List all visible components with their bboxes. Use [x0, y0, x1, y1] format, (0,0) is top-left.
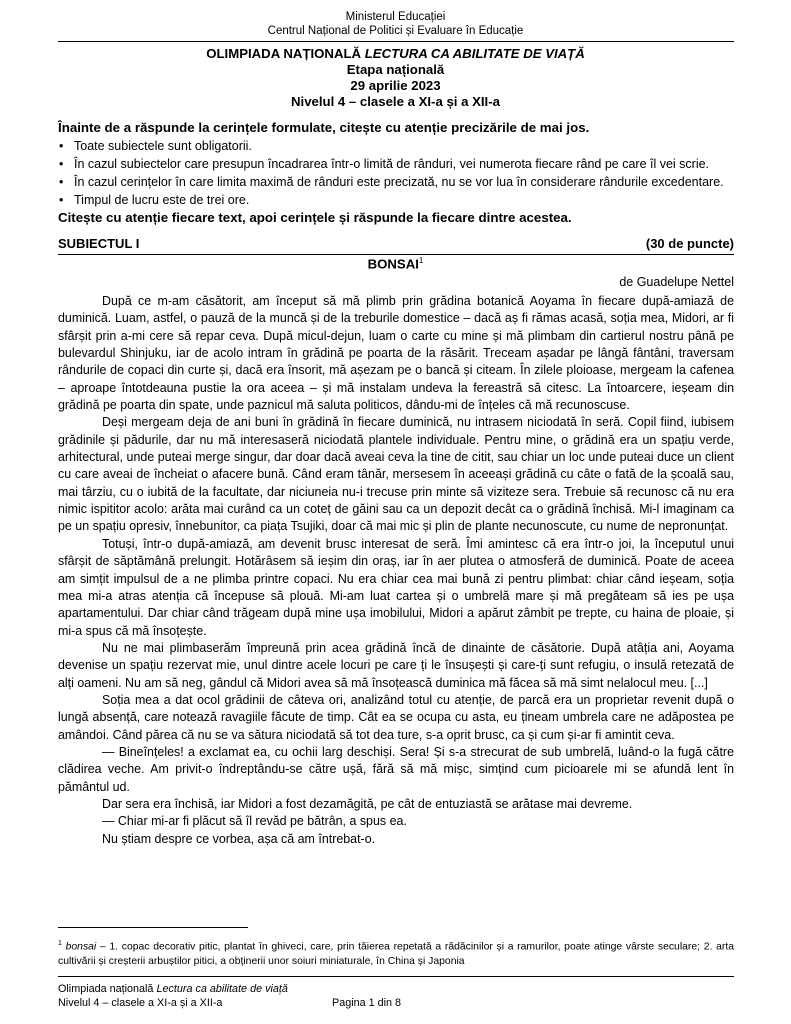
- text-author: de Guadelupe Nettel: [619, 275, 734, 289]
- olympiad-title-theme: LECTURA CA ABILITATE DE VIAȚĂ: [364, 46, 585, 61]
- header-divider: [58, 41, 734, 42]
- text-title-word: BONSAI: [367, 256, 419, 272]
- text-paragraph: Dar sera era închisă, iar Midori a fost dezamăgită, pe cât de entuziastă se arătase mai devreme.: [102, 796, 633, 811]
- footer-olympiad: [58, 982, 734, 996]
- footer-divider: [58, 976, 734, 977]
- instruction-item: • În cazul cerințelor în care limita maximă de rânduri este precizată, nu se vor lua în considerare rândurile excedentare.: [58, 173, 738, 191]
- exam-date: 29 aprilie 2023: [350, 78, 441, 93]
- instruction-item: • Toate subiectele sunt obligatorii.: [58, 137, 738, 155]
- page-footer: [58, 982, 734, 1010]
- subject-label: SUBIECTUL I: [58, 236, 140, 251]
- text-paragraph: Totuși, într-o după-amiază, am devenit brusc interesat de seră. Îmi amintesc că era într-o joi, la începutul unui sfârșit de săptămână prelungit. Hotărâsem să ieșim din oraș, iar în aer plutea o atmosferă de duminică. Poate de aceea am simțit impulsul de a ne plimba printre copaci. Nu era chiar cea mai bună zi pentru plimbat: chiar când ieșeam, soția mea mi-a atras atenția că începuse să plouă. Mi-am luat cartea și o umbrelă mare și mă pregăteam să ies pe ușa apartamentului. Dar chiar când trăgeam după mine ușa imobilului, Midori a apărut zâmbit pe trepte, cu haina de ploaie, și mi-a spus că mă însoțește.: [58, 536, 734, 638]
- text-title: [0, 256, 791, 271]
- instructions-heading: Înainte de a răspunde la cerințele formulate, citește cu atenție precizările de mai jos.: [58, 120, 590, 135]
- footer-olympiad-prefix: Olimpiada națională: [58, 983, 154, 995]
- text-paragraph: — Chiar mi-ar fi plăcut să îl revăd pe bătrân, a spus ea.: [102, 814, 407, 829]
- page-number: Pagina 1 din 8: [332, 997, 402, 1009]
- instructions: [58, 119, 738, 227]
- footnote-text: – 1. copac decorativ pitic, plantat în ghiveci, care, prin tăierea repetată a rădăcinilor și a ramurilor, poate atinge vârste seculare; 2. arta cultivării și creșterii arbuștilor pitici, a obținerii unor soiuri miniaturale, în China și Japonia: [58, 941, 734, 968]
- subject-points: (30 de puncte): [645, 236, 734, 251]
- text-paragraph: Nu ne mai plimbaserăm împreună prin acea grădină încă de dinainte de căsătorie. După atâția ani, Aoyama devenise un spațiu rezervat mie, unul dintre acele locuri pe care ți le însușești și care-ți sunt refugiu, o insulă retezată de alți oameni. Nu am să neg, gândul că Midori avea să mă însoțească duminica mă făcea să mă simt nelalocul meu. [...]: [58, 640, 734, 690]
- instructions-list: [58, 137, 738, 209]
- stage-label: Etapa națională: [346, 62, 445, 77]
- footnote: [58, 936, 734, 969]
- text-paragraph: Deși mergeam deja de ani buni în grădină în fiecare duminică, nu intrasem niciodată în seră. Copil fiind, iubisem grădinile și pădurile, dar nu mă interesaseră niciodată plantele individuale. Pentru mine, o grădină era un spațiu verde, arhitectural, unde puteai merge singur, dar doar dacă aveai ceva la tine de citit, sau chiar un loc unde puteai duce un client cu care aveai de încheiat o afacere bună. Când eram tânăr, mersesem în aceeași grădină cu câte o fată de la școală sau, mai târziu, cu o iubită de la facultate, dar niciuneia nu-i trecuse prin minte să viziteze sera. Trebuie să recunosc că nu era nimic ispititor acolo: arăta mai curând ca un coteț de găini sau ca un depozit decât ca o grădină închisă. Mi-l imaginam ca pe un spațiu opresiv, înnebunitor, ca piața Tsujiki, doar că mai mic și plin de plante necunoscute, cu nume de nepronunțat.: [58, 415, 734, 534]
- text-paragraph: Nu știam despre ce vorbea, așa că am întrebat-o.: [102, 831, 376, 846]
- level-label: Nivelul 4 – clasele a XI-a și a XII-a: [291, 94, 500, 109]
- text-paragraph: — Bineînțeles! a exclamat ea, cu ochii larg deschiși. Sera! Și s-a strecurat de sub umbrelă, luând-o la fugă către clădirea veche. Am privit-o îndreptându-se către ușă, fără să mă mișc, simțind cum picioarele mi se afundă lent în pământul ud.: [58, 744, 734, 794]
- text-paragraph: După ce m-am căsătorit, am început să mă plimb prin grădina botanică Aoyama în fiecare după-amiază de duminică. Luam, astfel, o pauză de la muncă și de la treburile domestice – dacă aș fi rămas acasă, soția mea, Midori, ar fi sfârșit prin a-mi cere să repar ceva. După micul-dejun, luam o carte cu mine și mă plimbam din cartierul nostru până pe bulevardul Shinjuku, iar de acolo intram în grădină pe poarta de la răsărit. Treceam așadar pe lângă fântâni, traversam rândurile de copaci din curte și, dacă era însorit, mă așezam pe o bancă și citeam. În zilele ploioase, mergeam la cafenea – aproape întotdeauna pustie la ora aceea – și mă instalam undeva la fereastră să citesc. La întoarcere, ieșeam din grădină pe poarta din spate, unde paznicul mă saluta politicos, dându-mi de înțeles că mă recunoscuse.: [58, 294, 734, 413]
- text-body: [58, 293, 734, 848]
- footnote-term: bonsai: [65, 941, 97, 953]
- page-header: [0, 10, 791, 38]
- exam-title: [0, 46, 791, 110]
- ministry-name: Ministerul Educației: [345, 11, 446, 23]
- olympiad-title: [0, 46, 791, 62]
- center-name: Centrul Național de Politici și Evaluare în Educație: [267, 25, 524, 37]
- footer-olympiad-theme: Lectura ca abilitate de viață: [156, 983, 288, 995]
- subject-heading: [58, 236, 734, 255]
- instructions-closing: Citește cu atenție fiecare text, apoi cerințele și răspunde la fiecare dintre acestea.: [58, 210, 572, 225]
- instruction-item: • În cazul subiectelor care presupun încadrarea într-o limită de rânduri, vei numerota fiecare rând pe care îl vei scrie.: [58, 155, 738, 173]
- olympiad-title-prefix: OLIMPIADA NAȚIONALĂ: [206, 46, 362, 61]
- instruction-item: • Timpul de lucru este de trei ore.: [58, 191, 738, 209]
- footnote-divider: [58, 927, 248, 928]
- footer-level: Nivelul 4 – clasele a XI-a și a XII-a: [58, 997, 223, 1009]
- text-paragraph: Soția mea a dat ocol grădinii de câteva ori, analizând totul cu atenție, de parcă era un proprietar revenit după o lungă absență, care notează ravagiile făcute de timp. Cât ea se ocupa cu asta, eu țineam umbrela care ne adăpostea pe amândoi. Când părea că nu se va sătura niciodată să tot dea ture, s-a oprit brusc, ca și cum și-ar fi amintit ceva.: [58, 692, 734, 742]
- footnote-marker: 1: [418, 256, 424, 265]
- footnote-number: 1: [58, 940, 62, 947]
